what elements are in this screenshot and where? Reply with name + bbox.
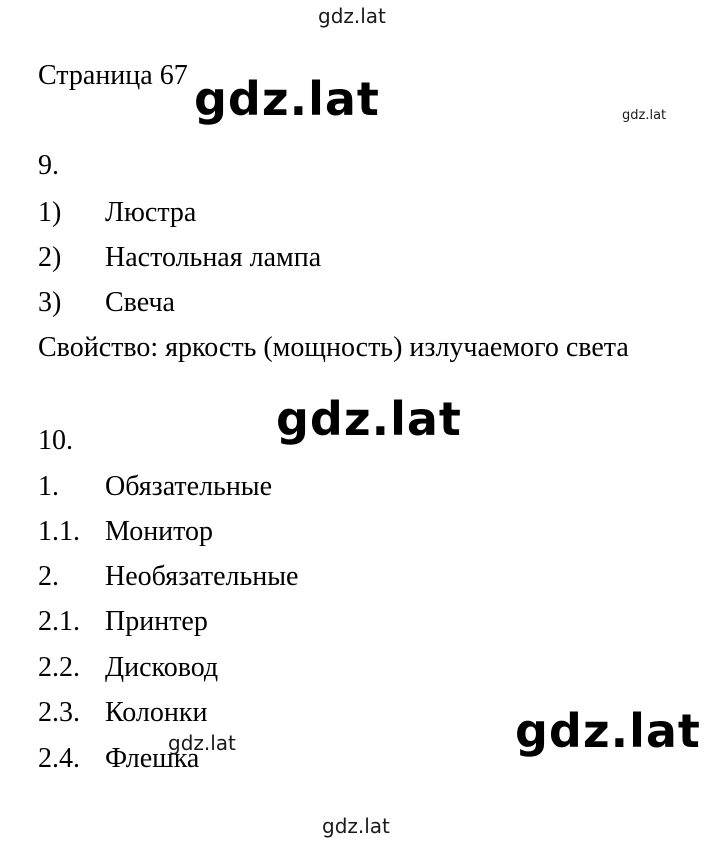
task10-item-2-marker: 1.1. [38,516,80,547]
task9-item-1-text: Люстра [105,197,197,228]
task10-item-7-text: Флешка [105,743,200,774]
task9-property: Свойство: яркость (мощность) излучаемого света [38,332,629,363]
watermark-footer: gdz.lat [322,814,390,838]
task9-item-2-text: Настольная лампа [105,242,322,273]
watermark-header-small: gdz.lat [622,108,667,123]
task10-item-5-text: Дисковод [105,652,219,683]
watermark-header-big: gdz.lat [190,72,384,126]
task10-item-6-marker: 2.3. [38,697,80,728]
task10-item-1-text: Обязательные [105,471,273,502]
task10-item-2-text: Монитор [105,516,214,547]
watermark-top: gdz.lat [318,4,386,28]
task10-item-3-text: Необязательные [105,561,299,592]
watermark-bottom-right-big: gdz.lat [515,704,701,758]
task10-item-4-text: Принтер [105,606,208,637]
task10-item-3-marker: 2. [38,561,59,592]
task10-item-6-text: Колонки [105,697,208,728]
task10-item-7-marker: 2.4. [38,743,80,774]
task10-number: 10. [38,425,73,456]
task10-item-1-marker: 1. [38,471,59,502]
task9-number: 9. [38,150,59,181]
task9-item-3-marker: 3) [38,287,62,318]
page-title: Страница 67 [38,60,188,91]
task9-item-1-marker: 1) [38,197,62,228]
task10-item-4-marker: 2.1. [38,606,80,637]
task10-item-5-marker: 2.2. [38,652,80,683]
watermark-middle-big: gdz.lat [276,392,462,446]
watermark-bottom-left-small: gdz.lat [168,731,236,755]
task9-item-3-text: Свеча [105,287,175,318]
task9-item-2-marker: 2) [38,242,62,273]
